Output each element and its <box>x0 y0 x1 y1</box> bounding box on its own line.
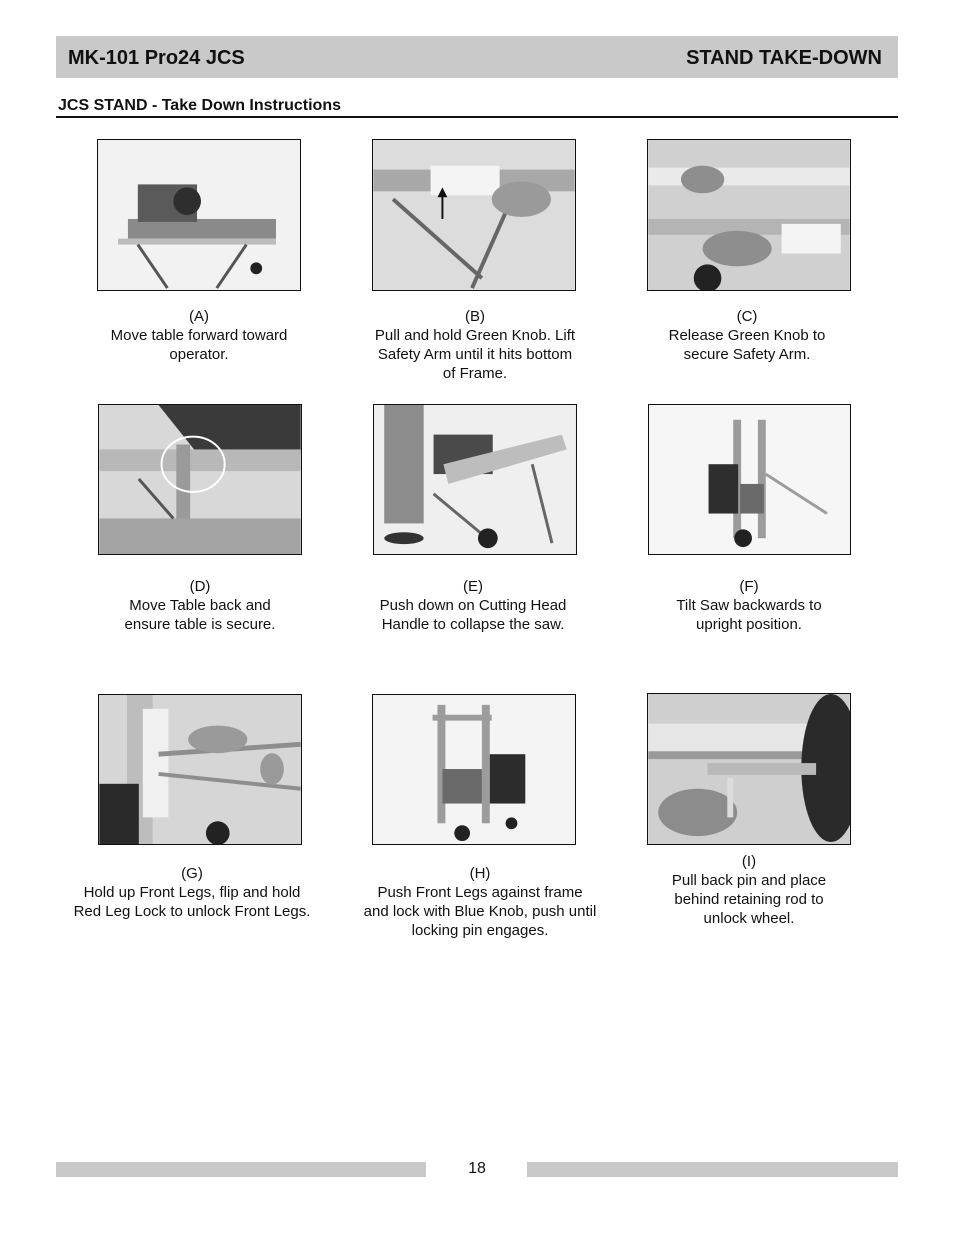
step-label: (A) <box>189 308 209 325</box>
step-text-line: Tilt Saw backwards to <box>676 597 822 614</box>
step-b-caption <box>355 307 595 383</box>
step-text-line: ensure table is secure. <box>124 616 276 633</box>
step-text-line: Hold up Front Legs, flip and hold <box>83 884 301 901</box>
step-text-line: Move table forward toward <box>110 327 288 344</box>
step-label: (I) <box>741 853 757 870</box>
tile-saw-on-stand-photo <box>97 139 301 291</box>
front-legs-lock-photo <box>372 694 576 845</box>
section-subheading: JCS STAND - Take Down Instructions <box>58 97 341 114</box>
step-text-line: Pull and hold Green Knob. Lift <box>374 327 576 344</box>
step-text-line: Push Front Legs against frame <box>377 884 583 901</box>
header-section-title: STAND TAKE-DOWN <box>686 47 882 69</box>
step-i-caption <box>639 852 859 928</box>
footer-bar-left <box>56 1162 426 1177</box>
wheel-pin-photo <box>647 693 851 845</box>
page-number: 18 <box>468 1160 486 1177</box>
step-c-caption <box>637 307 857 364</box>
step-text-line: Pull back pin and place <box>671 872 827 889</box>
step-text-line: Push down on Cutting Head <box>379 597 567 614</box>
step-label: (H) <box>469 865 491 882</box>
step-f-caption <box>639 577 859 634</box>
step-label: (E) <box>463 578 483 595</box>
safety-arm-lift-photo <box>372 139 576 291</box>
step-label: (B) <box>465 308 485 325</box>
step-text-line: Move Table back and <box>129 597 271 614</box>
step-text-line: secure Safety Arm. <box>683 346 811 363</box>
header-model-title: MK-101 Pro24 JCS <box>68 47 245 69</box>
saw-upright-photo <box>648 404 851 555</box>
step-d-caption <box>98 577 302 634</box>
step-text-line: locking pin engages. <box>411 922 549 939</box>
step-h-caption <box>350 864 610 940</box>
step-g-caption <box>64 864 320 921</box>
step-text-line: and lock with Blue Knob, push until <box>363 903 597 920</box>
step-label: (C) <box>736 308 758 325</box>
step-text-line: Release Green Knob to <box>668 327 826 344</box>
step-label: (G) <box>181 865 203 882</box>
step-text-line: upright position. <box>696 616 802 633</box>
step-text-line: Red Leg Lock to unlock Front Legs. <box>73 903 311 920</box>
step-text-line: behind retaining rod to <box>674 891 824 908</box>
step-text-line: Handle to collapse the saw. <box>381 616 565 633</box>
step-a-caption <box>97 307 301 364</box>
step-label: (F) <box>739 578 759 595</box>
front-legs-unlock-photo <box>98 694 302 845</box>
step-text-line: Safety Arm until it hits bottom <box>377 346 573 363</box>
green-knob-release-photo <box>647 139 851 291</box>
step-text-line: operator. <box>169 346 229 363</box>
step-text-line: unlock wheel. <box>703 910 795 927</box>
collapse-saw-photo <box>373 404 577 555</box>
section-divider <box>56 116 898 118</box>
step-label: (D) <box>189 578 211 595</box>
table-secure-detail-photo <box>98 404 302 555</box>
footer-bar-right <box>527 1162 898 1177</box>
step-text-line: of Frame. <box>442 365 508 382</box>
step-e-caption <box>358 577 588 634</box>
